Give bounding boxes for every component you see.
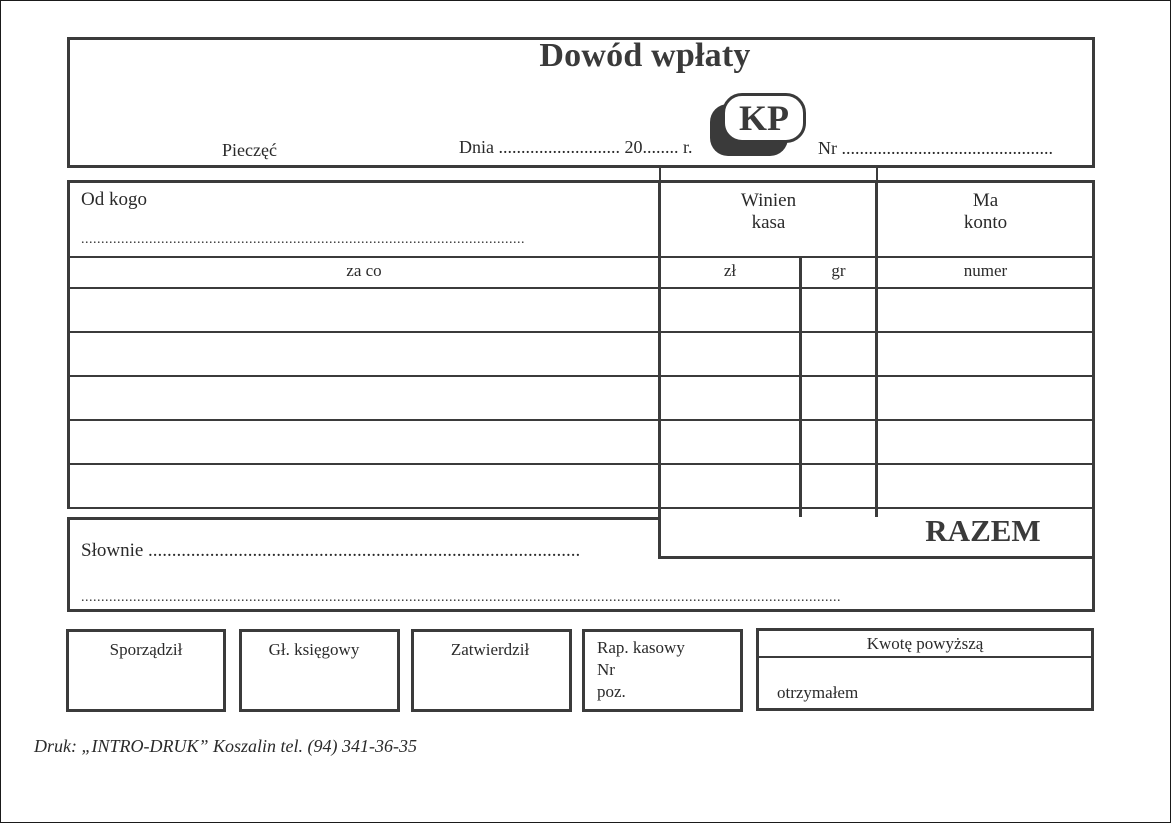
- debit-header-line2: kasa: [751, 212, 786, 233]
- debit-header-line1: Winien: [740, 190, 797, 211]
- cash-report-position-label: poz.: [597, 682, 626, 701]
- cash-report-number-label: Nr: [597, 660, 615, 679]
- from-field[interactable]: ...............................................................................................................: [81, 232, 525, 247]
- stamp-label: Pieczęć: [222, 140, 277, 160]
- column-header-zloty: zł: [723, 261, 737, 280]
- column-header-description: za co: [346, 261, 382, 280]
- credit-header-line2: konto: [963, 212, 1008, 233]
- received-label: otrzymałem: [777, 683, 859, 702]
- column-header-account-number: numer: [963, 261, 1008, 280]
- table-row[interactable]: [70, 289, 1092, 331]
- printer-credit: Druk: „INTRO-DRUK” Koszalin tel. (94) 341-36-35: [34, 736, 417, 756]
- table-row[interactable]: [70, 377, 1092, 419]
- kp-badge: KP: [722, 93, 806, 143]
- document-title: Dowód wpłaty: [539, 37, 751, 74]
- total-label: RAZEM: [925, 513, 1041, 548]
- cash-report-label: Rap. kasowy: [597, 638, 685, 657]
- table-row[interactable]: [70, 421, 1092, 463]
- date-field[interactable]: Dnia ........................... 20........ r.: [459, 137, 693, 157]
- in-words-top-line: [67, 517, 661, 520]
- document-number-field[interactable]: Nr ...............................................: [818, 138, 1053, 158]
- in-words-field-line2[interactable]: ..............................................................................................................................................................................................: [81, 590, 841, 605]
- credit-header-line1: Ma: [972, 190, 999, 211]
- table-bottom-left: [67, 507, 661, 509]
- column-header-grosz: gr: [831, 261, 846, 280]
- prepared-by-label: Sporządził: [109, 640, 183, 659]
- approved-by-label: Zatwierdził: [450, 640, 530, 659]
- line-total-bottom: [658, 556, 1095, 559]
- in-words-field[interactable]: Słownie ...........................................................................................: [81, 540, 581, 561]
- table-row[interactable]: [70, 465, 1092, 507]
- chief-accountant-label: Gł. księgowy: [268, 640, 360, 659]
- from-label: Od kogo: [81, 189, 147, 210]
- received-divider: [756, 656, 1094, 658]
- table-row[interactable]: [70, 333, 1092, 375]
- received-header: Kwotę powyższą: [866, 634, 984, 653]
- line-header-bottom: [67, 256, 1095, 258]
